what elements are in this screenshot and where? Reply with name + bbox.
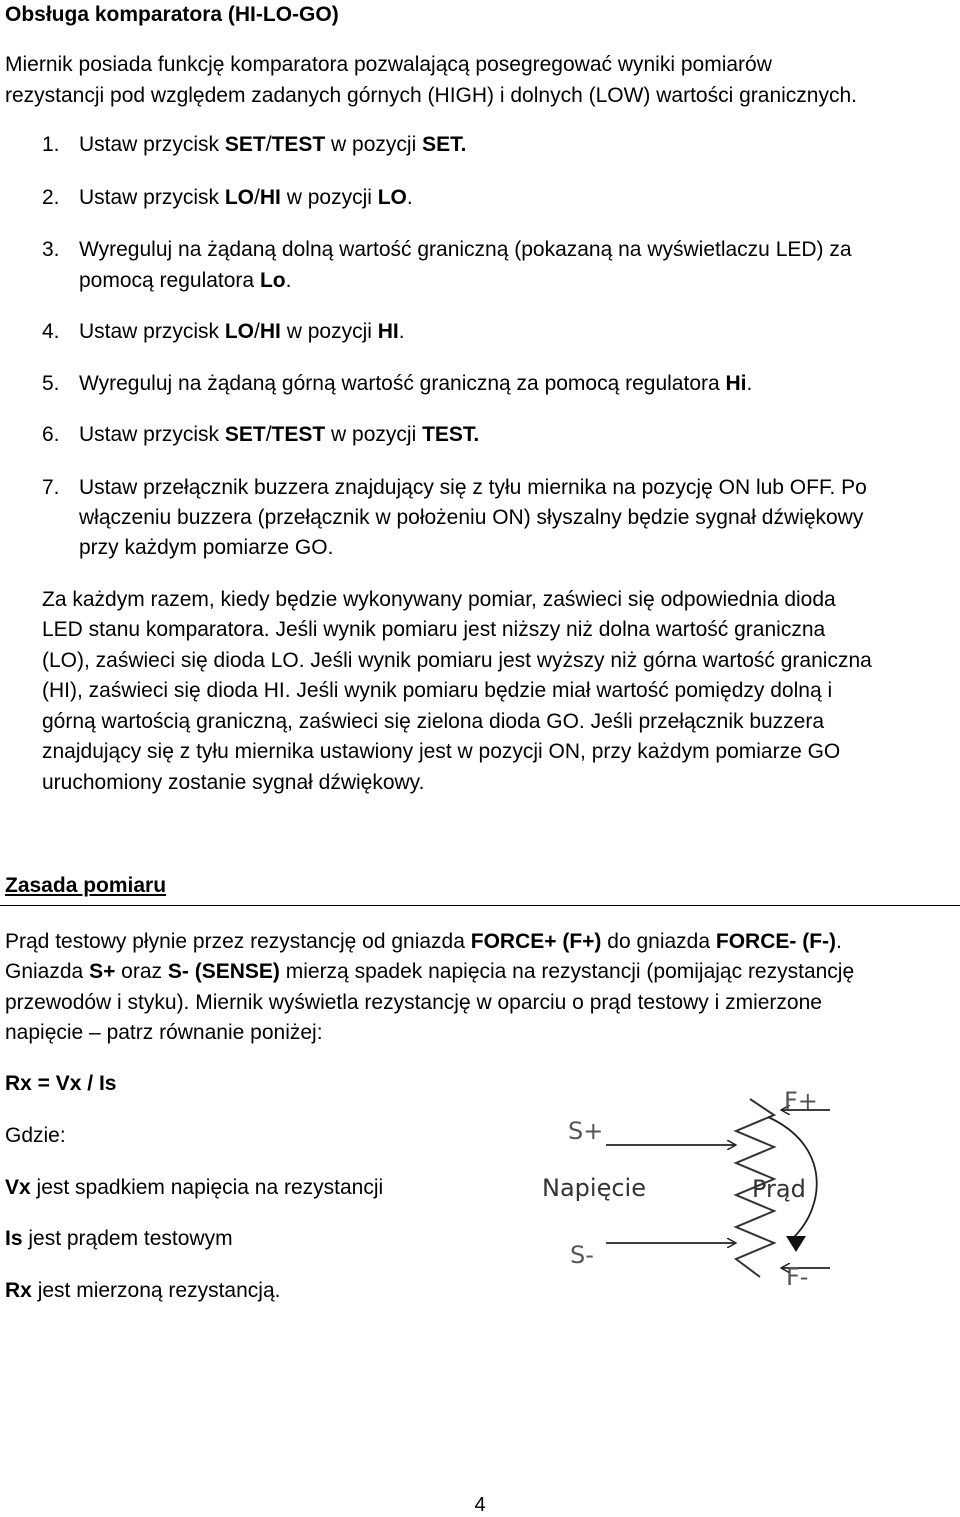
- measurement-line-2: [5, 957, 854, 987]
- step-keyword: Hi: [725, 372, 747, 395]
- step-3-line-2: [79, 266, 291, 296]
- step-3-line-1: Wyreguluj na żądaną dolną wartość graniczną (pokazaną na wyświetlaczu LED) za: [79, 238, 852, 261]
- step-5: [79, 369, 752, 399]
- section-title-comparator: Obsługa komparatora (HI-LO-GO): [5, 3, 339, 26]
- definition-text: jest mierzoną rezystancją.: [31, 1279, 281, 1302]
- step-text: pomocą regulatora: [79, 269, 260, 292]
- step-number: 6.: [42, 423, 60, 446]
- comparator-paragraph-line: znajdujący się z tyłu miernika ustawiony jest w pozycji ON, przy każdym pomiarze GO: [42, 740, 841, 763]
- s-minus-label: S-: [570, 1241, 594, 1269]
- comparator-paragraph-line: górną wartością graniczną, zaświeci się zielona dioda GO. Jeśli przełącznik buzzera: [42, 710, 825, 733]
- step-text: /: [254, 320, 260, 343]
- comparator-paragraph-line: Za każdym razem, kiedy będzie wykonywany pomiar, zaświeci się odpowiednia dioda: [42, 588, 836, 611]
- step-text: .: [398, 320, 405, 343]
- voltage-label: Napięcie: [542, 1174, 646, 1202]
- step-text: Ustaw przycisk: [79, 133, 225, 156]
- section-divider: [0, 905, 960, 906]
- step-text: .: [285, 269, 292, 292]
- step-number: 1.: [42, 133, 60, 156]
- formula: Rx = Vx / Is: [5, 1072, 117, 1095]
- step-text: w pozycji: [325, 423, 423, 446]
- four-wire-diagram: [530, 1085, 850, 1295]
- measurement-line-1: [5, 927, 842, 957]
- step-number: 7.: [42, 476, 60, 499]
- step-keyword: LO: [224, 320, 255, 343]
- step-7-line-1: Ustaw przełącznik buzzera znajdujący się z tyłu miernika na pozycję ON lub OFF. Po: [79, 476, 867, 499]
- step-keyword: SET: [224, 423, 266, 446]
- definition-text: jest spadkiem napięcia na rezystancji: [30, 1176, 384, 1199]
- comparator-paragraph-line: LED stanu komparatora. Jeśli wynik pomiaru jest niższy niż dolna wartość graniczna: [42, 618, 826, 641]
- measurement-text: do gniazda: [601, 930, 716, 953]
- page-number: 4: [474, 1494, 486, 1516]
- step-text: .: [473, 423, 480, 446]
- step-text: w pozycji: [325, 133, 423, 156]
- section-title-measurement: Zasada pomiaru: [5, 874, 167, 897]
- step-text: .: [460, 133, 467, 156]
- measurement-line-4: napięcie – patrz równanie poniżej:: [5, 1021, 323, 1044]
- step-keyword: HI: [259, 320, 281, 343]
- step-number: 4.: [42, 320, 60, 343]
- step-keyword: HI: [377, 320, 399, 343]
- step-text: Ustaw przycisk: [79, 423, 225, 446]
- step-text: .: [746, 372, 753, 395]
- step-text: /: [265, 423, 272, 446]
- comparator-paragraph-line: (HI), zaświeci się dioda HI. Jeśli wynik pomiaru będzie miał wartość pomiędzy dolną i: [42, 679, 833, 702]
- measurement-keyword: FORCE- (F-): [715, 930, 837, 953]
- step-keyword: SET: [224, 133, 266, 156]
- comparator-paragraph-line: (LO), zaświeci się dioda LO. Jeśli wynik pomiaru jest wyższy niż górna wartość graniczna: [42, 649, 872, 672]
- measurement-line-3: przewodów i styku). Miernik wyświetla rezystancję w oparciu o prąd testowy i zmierzone: [5, 991, 822, 1014]
- step-keyword: Lo: [259, 269, 286, 292]
- step-keyword: TEST: [271, 423, 326, 446]
- step-keyword: TEST: [422, 423, 474, 446]
- definition-symbol: Is: [5, 1227, 23, 1250]
- step-6: [79, 420, 479, 450]
- step-keyword: SET: [422, 133, 461, 156]
- definition-rx: [5, 1276, 280, 1306]
- step-2: [79, 183, 413, 213]
- measurement-keyword: S+: [89, 960, 116, 983]
- step-keyword: HI: [259, 186, 281, 209]
- step-7-line-2: włączeniu buzzera (przełącznik w położeniu ON) słyszalny będzie sygnał dźwiękowy: [79, 506, 864, 529]
- step-keyword: TEST: [271, 133, 326, 156]
- intro-line-1: Miernik posiada funkcję komparatora pozwalającą posegregować wyniki pomiarów: [5, 53, 772, 76]
- where-label: Gdzie:: [5, 1124, 66, 1147]
- f-plus-label: F+: [784, 1087, 818, 1115]
- definition-text: jest prądem testowym: [22, 1227, 233, 1250]
- measurement-keyword: FORCE+ (F+): [470, 930, 602, 953]
- step-text: Ustaw przycisk: [79, 320, 225, 343]
- definition-symbol: Rx: [5, 1279, 32, 1302]
- step-number: 2.: [42, 186, 60, 209]
- step-number: 5.: [42, 372, 60, 395]
- intro-line-2: rezystancji pod względem zadanych górnych (HIGH) i dolnych (LOW) wartości granicznych.: [5, 84, 857, 107]
- measurement-text: oraz: [115, 960, 168, 983]
- step-text: /: [265, 133, 272, 156]
- definition-is: [5, 1224, 233, 1254]
- measurement-text: mierzą spadek napięcia na rezystancji (pomijając rezystancję: [279, 960, 855, 983]
- step-keyword: LO: [224, 186, 255, 209]
- step-text: /: [254, 186, 260, 209]
- step-text: w pozycji: [280, 186, 378, 209]
- definition-symbol: Vx: [5, 1176, 31, 1199]
- s-plus-label: S+: [568, 1117, 604, 1145]
- step-text: Wyreguluj na żądaną górną wartość graniczną za pomocą regulatora: [79, 372, 726, 395]
- step-keyword: LO: [377, 186, 407, 209]
- step-1: [79, 130, 466, 160]
- measurement-keyword: S- (SENSE): [167, 960, 280, 983]
- step-4: [79, 317, 405, 347]
- step-number: 3.: [42, 238, 60, 261]
- measurement-text: .: [836, 930, 842, 953]
- step-7-line-3: przy każdym pomiarze GO.: [79, 536, 334, 559]
- current-arrowhead: [786, 1236, 806, 1252]
- definition-vx: [5, 1173, 383, 1203]
- comparator-paragraph-line: uruchomiony zostanie sygnał dźwiękowy.: [42, 771, 425, 794]
- step-text: w pozycji: [280, 320, 378, 343]
- step-text: Ustaw przycisk: [79, 186, 225, 209]
- current-label: Prąd: [752, 1175, 806, 1203]
- measurement-text: Prąd testowy płynie przez rezystancję od gniazda: [5, 930, 471, 953]
- measurement-text: Gniazda: [5, 960, 90, 983]
- step-text: .: [406, 186, 413, 209]
- f-minus-label: F-: [786, 1263, 809, 1291]
